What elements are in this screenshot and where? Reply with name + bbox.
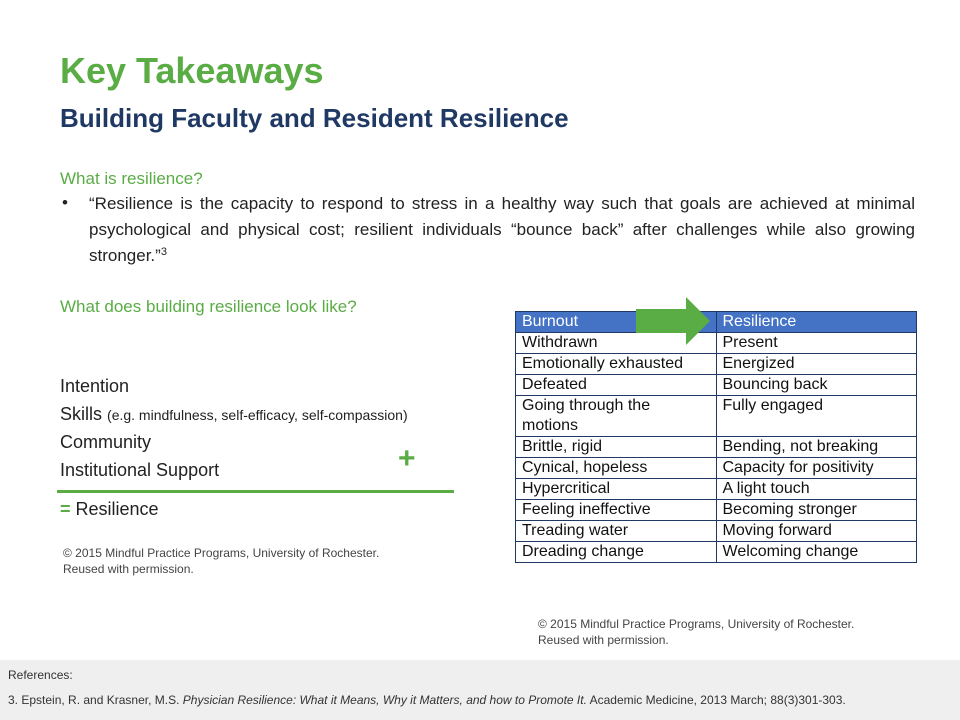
equals-resilience <box>60 499 159 520</box>
resilience-cell: Present <box>716 333 917 354</box>
quote-citation: 3 <box>160 246 167 258</box>
component-community <box>60 432 151 453</box>
header-burnout: Burnout <box>516 312 717 333</box>
references-label: References: <box>8 668 73 682</box>
burnout-cell: Feeling ineffective <box>516 500 717 521</box>
component-label: Community <box>60 432 152 452</box>
copyright-note-right <box>538 616 854 648</box>
citation-authors: 3. Epstein, R. and Krasner, M.S. <box>8 693 180 707</box>
component-institutional-support <box>60 460 219 481</box>
burnout-cell: Treading water <box>516 521 717 542</box>
copyright-line: Reused with permission. <box>63 562 194 576</box>
resilience-cell: Fully engaged <box>716 396 917 437</box>
table-row <box>516 333 917 354</box>
component-skills <box>60 404 408 425</box>
sum-divider-line <box>57 490 454 493</box>
result-label: Resilience <box>75 499 159 519</box>
burnout-cell: Dreading change <box>516 542 717 563</box>
component-detail: (e.g. mindfulness, self-efficacy, self-compassion) <box>107 407 408 423</box>
header-resilience: Resilience <box>716 312 917 333</box>
resilience-cell: Capacity for positivity <box>716 458 917 479</box>
component-label: Institutional Support <box>60 460 220 480</box>
copyright-note-left <box>63 545 379 577</box>
citation-title: Physician Resilience: What it Means, Why it Matters, and how to Promote It. <box>182 693 587 707</box>
resilience-cell: Bending, not breaking <box>716 437 917 458</box>
table-row <box>516 458 917 479</box>
resilience-cell: Moving forward <box>716 521 917 542</box>
table-row <box>516 375 917 396</box>
page-title: Key Takeaways <box>60 50 324 91</box>
plus-icon: + <box>398 442 416 475</box>
component-intention <box>60 376 129 397</box>
page-subtitle: Building Faculty and Resident Resilience <box>60 103 569 133</box>
component-label: Intention <box>60 376 130 396</box>
copyright-line: © 2015 Mindful Practice Programs, University of Rochester. <box>538 617 855 631</box>
burnout-resilience-table <box>515 311 917 563</box>
component-label: Skills <box>60 404 103 424</box>
citation-journal: Academic Medicine, 2013 March; 88(3)301-303. <box>589 693 846 707</box>
table-row <box>516 542 917 563</box>
table-row <box>516 396 917 437</box>
copyright-line: Reused with permission. <box>538 633 669 647</box>
table-header-row <box>516 312 917 333</box>
resilience-cell: Bouncing back <box>716 375 917 396</box>
burnout-cell: Hypercritical <box>516 479 717 500</box>
resilience-cell: Energized <box>716 354 917 375</box>
table-row <box>516 479 917 500</box>
burnout-cell: Cynical, hopeless <box>516 458 717 479</box>
resilience-cell: Becoming stronger <box>716 500 917 521</box>
resilience-cell: Welcoming change <box>716 542 917 563</box>
burnout-cell: Brittle, rigid <box>516 437 717 458</box>
resilience-definition-quote <box>89 191 915 269</box>
burnout-cell: Defeated <box>516 375 717 396</box>
reference-citation <box>8 693 846 707</box>
quote-text: “Resilience is the capacity to respond to stress in a healthy way such that goals are achieved at minimal psychological and physical cost; resilient individuals “bounce back” after challenges while also growing stronger.” <box>89 194 915 265</box>
burnout-cell: Going through the motions <box>516 396 717 437</box>
resilience-cell: A light touch <box>716 479 917 500</box>
burnout-cell: Withdrawn <box>516 333 717 354</box>
references-footer <box>0 660 960 720</box>
question-building-resilience: What does building resilience look like? <box>60 297 357 316</box>
table-row <box>516 354 917 375</box>
right-arrow-icon <box>636 297 710 345</box>
table-row <box>516 500 917 521</box>
copyright-line: © 2015 Mindful Practice Programs, University of Rochester. <box>63 546 380 560</box>
table-row <box>516 521 917 542</box>
bullet-icon: • <box>62 193 68 212</box>
table-row <box>516 437 917 458</box>
burnout-cell: Emotionally exhausted <box>516 354 717 375</box>
question-what-is-resilience: What is resilience? <box>60 169 203 188</box>
equals-sign: = <box>60 499 71 519</box>
